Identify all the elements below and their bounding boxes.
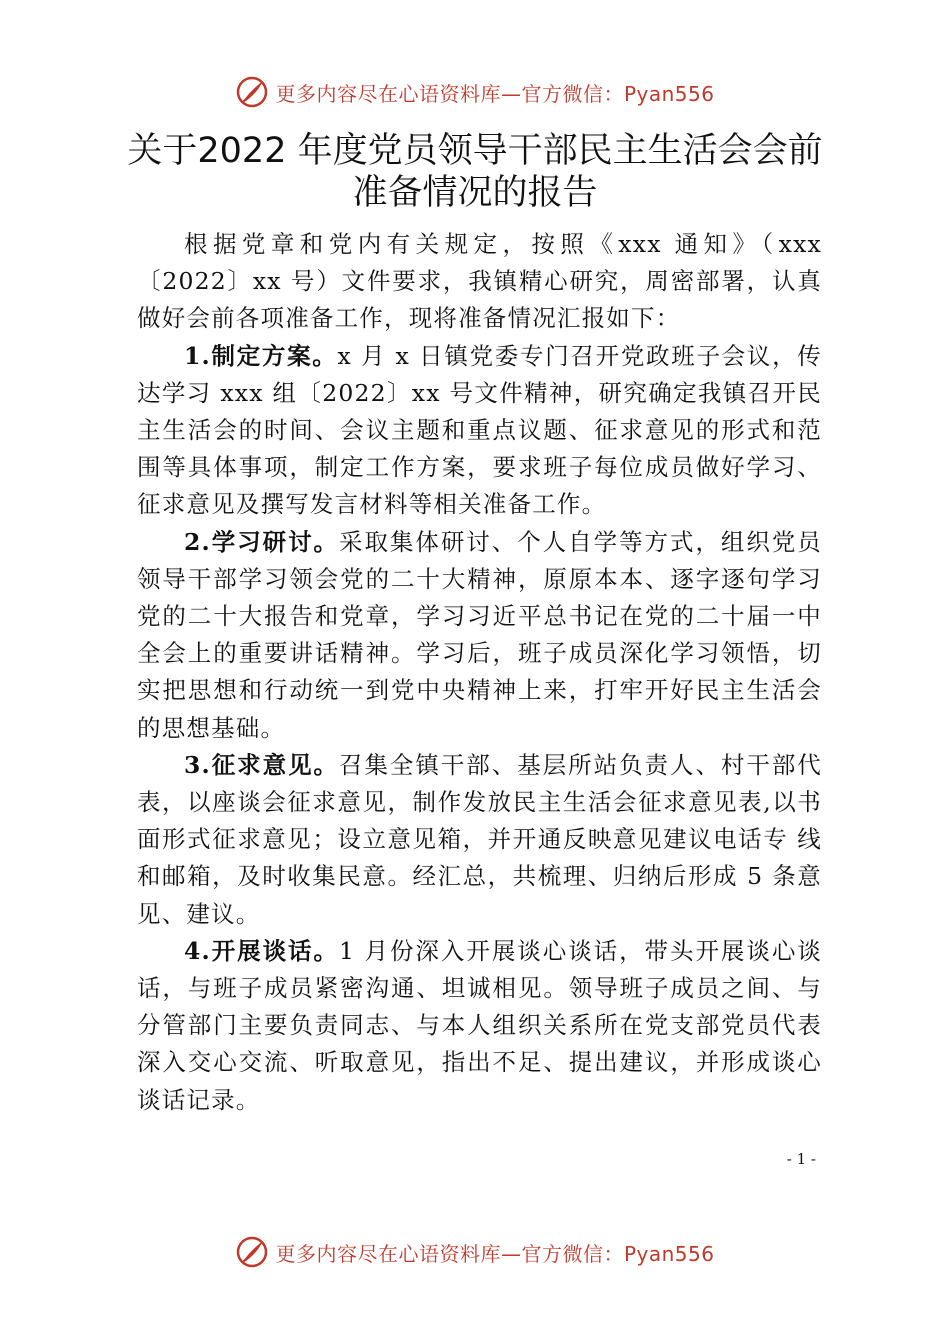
watermark-text: 更多内容尽在心语资料库—官方微信：Pyan556 bbox=[275, 81, 715, 106]
section-paragraph bbox=[137, 747, 822, 933]
section-paragraph bbox=[137, 933, 822, 1119]
section-heading: 4.开展谈话。 bbox=[184, 936, 339, 965]
section-body: x 月 x 日镇党委专门召开党政班子会议，传达学习 xxx 组〔2022〕xx 号文件精神，研究确定我镇召开民主生活会的时间、会议主题和重点议题、征求意见的形式和范围等具体事项，制定工作方案，要求班子每位成员做好学习、征求意见及撰写发言材料等相关准备工作。 bbox=[137, 341, 822, 519]
intro-paragraph: 根据党章和党内有关规定，按照《xxx 通知》（xxx〔2022〕xx 号）文件要求，我镇精心研究，周密部署，认真做好会前各项准备工作，现将准备情况汇报如下： bbox=[137, 230, 822, 333]
section-heading: 2.学习研讨。 bbox=[184, 527, 339, 556]
page-number: - 1 - bbox=[786, 1150, 816, 1168]
document-body bbox=[137, 226, 822, 1119]
document-title: 关于2022 年度党员领导干部民主生活会会前准备情况的报告 bbox=[127, 131, 823, 213]
watermark-text: 更多内容尽在心语资料库—官方微信：Pyan556 bbox=[275, 1241, 715, 1266]
section-body: 1 月份深入开展谈心谈话，带头开展谈心谈话，与班子成员紧密沟通、坦诚相见。领导班子成员之间、与分管部门主要负责同志、与本人组织关系所在党支部党员代表深入交心交流、听取意见，指出不足、提出建议，并形成谈心谈话记录。 bbox=[137, 936, 822, 1114]
quill-logo-icon bbox=[235, 75, 269, 109]
quill-logo-icon bbox=[235, 1235, 269, 1269]
section-body: 召集全镇干部、基层所站负责人、村干部代表，以座谈会征求意见，制作发放民主生活会征求意见表,以书面形式征求意见；设立意见箱，并开通反映意见建议电话专 线和邮箱，及时收集民意。经汇总，共梳理、归纳后形成 5 条意见、建议。 bbox=[137, 750, 822, 928]
section-heading: 3.征求意见。 bbox=[184, 750, 339, 779]
section-heading: 1.制定方案。 bbox=[184, 341, 338, 370]
section-body: 采取集体研讨、个人自学等方式，组织党员领导干部学习领会党的二十大精神，原原本本、逐字逐句学习党的二十大报告和党章，学习习近平总书记在党的二十届一中全会上的重要讲话精神。学习后，班子成员深化学习领悟，切实把思想和行动统一到党中央精神上来，打牢开好民主生活会的思想基础。 bbox=[137, 527, 822, 742]
section-paragraph bbox=[137, 338, 822, 524]
watermark-footer bbox=[0, 1232, 950, 1272]
section-paragraph bbox=[137, 524, 822, 747]
watermark-header bbox=[0, 72, 950, 112]
